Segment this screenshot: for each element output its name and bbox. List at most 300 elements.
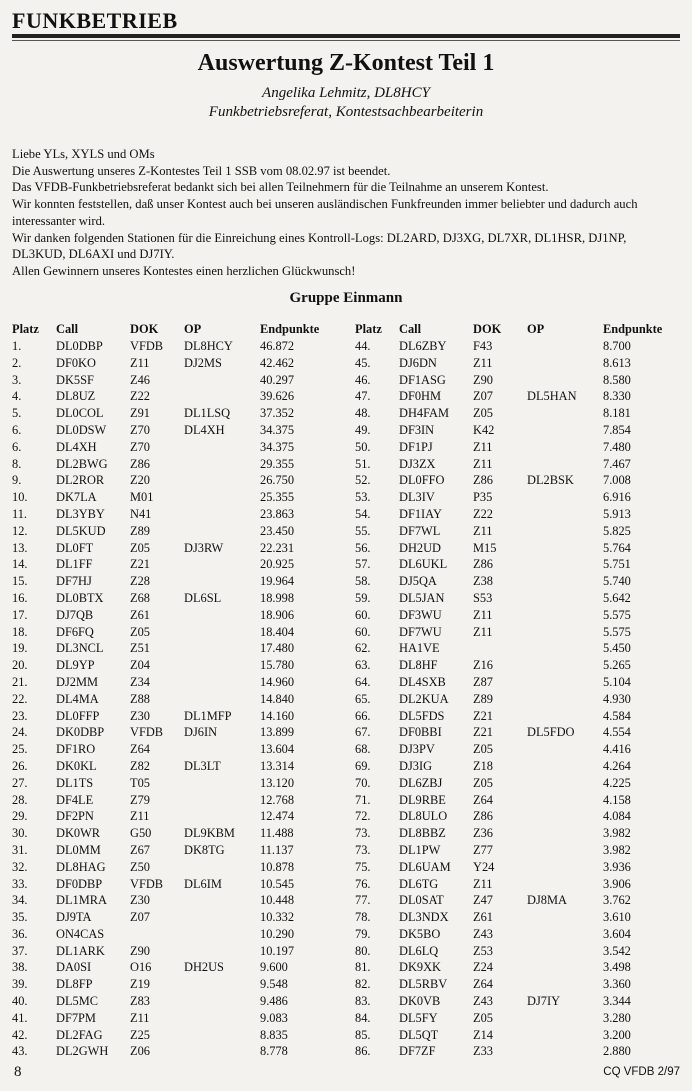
cell-endpunkte: 13.314 — [260, 758, 295, 773]
table-row — [355, 674, 665, 691]
cell-endpunkte: 23.450 — [260, 523, 295, 538]
cell-dok: Z05 — [473, 1010, 493, 1025]
cell-call: DF1PJ — [399, 439, 433, 454]
table-row — [12, 355, 322, 372]
cell-op — [527, 372, 603, 389]
table-header-row — [12, 320, 322, 338]
cell-endpunkte: 4.416 — [603, 742, 631, 757]
cell-op: DL9KBM — [184, 826, 235, 841]
cell-call: DL8UZ — [56, 389, 96, 404]
cell-call: DL2GWH — [56, 1044, 109, 1059]
table-row — [12, 1027, 322, 1044]
cell-call: DL6TG — [399, 876, 439, 891]
table-row — [355, 959, 665, 976]
cell-call: DJ5QA — [399, 574, 437, 589]
cell-platz: 46. — [355, 372, 371, 387]
cell-call: DL1ARK — [56, 943, 105, 958]
cell-endpunkte: 18.404 — [260, 624, 295, 639]
cell-op — [184, 674, 260, 691]
table-row — [355, 422, 665, 439]
intro-paragraph: Liebe YLs, XYLS und OMs — [12, 147, 155, 161]
cell-dok: Z34 — [130, 674, 150, 689]
section-title: FUNKBETRIEB — [12, 8, 178, 33]
table-row — [12, 523, 322, 540]
cell-call: HA1VE — [399, 641, 440, 656]
cell-platz: 11. — [12, 506, 28, 521]
cell-op — [184, 926, 260, 943]
cell-endpunkte: 23.863 — [260, 506, 295, 521]
table-row — [12, 1010, 322, 1027]
cell-endpunkte: 10.197 — [260, 943, 295, 958]
cell-dok: Z11 — [130, 355, 150, 370]
cell-endpunkte: 5.913 — [603, 506, 631, 521]
table-row — [355, 758, 665, 775]
cell-endpunkte: 5.764 — [603, 540, 631, 555]
cell-platz: 20. — [12, 658, 28, 673]
cell-platz: 37. — [12, 943, 28, 958]
cell-dok: Z86 — [473, 557, 493, 572]
cell-platz: 64. — [355, 674, 371, 689]
cell-call: DL9YP — [56, 658, 95, 673]
cell-op — [527, 338, 603, 355]
cell-dok: Z82 — [130, 758, 150, 773]
cell-platz: 14. — [12, 557, 28, 572]
cell-dok: Z53 — [473, 943, 493, 958]
cell-platz: 32. — [12, 859, 28, 874]
cell-endpunkte: 3.936 — [603, 859, 631, 874]
header-platz: Platz — [355, 322, 382, 336]
cell-endpunkte: 4.554 — [603, 725, 631, 740]
cell-endpunkte: 10.448 — [260, 893, 295, 908]
table-row — [355, 775, 665, 792]
cell-call: DF7HJ — [56, 574, 92, 589]
cell-endpunkte: 34.375 — [260, 439, 295, 454]
cell-platz: 67. — [355, 725, 371, 740]
cell-platz: 50. — [355, 439, 371, 454]
cell-endpunkte: 3.906 — [603, 876, 631, 891]
cell-op: DL2BSK — [527, 473, 574, 488]
cell-dok: O16 — [130, 960, 152, 975]
table-row — [355, 892, 665, 909]
cell-dok — [130, 926, 184, 943]
cell-platz: 4. — [12, 389, 22, 404]
cell-platz: 76. — [355, 876, 371, 891]
cell-platz: 5. — [12, 406, 22, 421]
cell-platz: 86. — [355, 1044, 371, 1059]
cell-platz: 80. — [355, 943, 371, 958]
results-table-right — [355, 320, 665, 1060]
cell-call: DK0VB — [399, 994, 441, 1009]
table-row — [355, 540, 665, 557]
cell-endpunkte: 8.778 — [260, 1044, 288, 1059]
table-row — [12, 405, 322, 422]
cell-dok: T05 — [130, 775, 150, 790]
cell-dok: Z89 — [130, 523, 150, 538]
cell-endpunkte: 3.498 — [603, 960, 631, 975]
cell-platz: 77. — [355, 893, 371, 908]
cell-platz: 16. — [12, 590, 28, 605]
cell-call: DF7PM — [56, 1010, 96, 1025]
cell-call: DF7ZF — [399, 1044, 436, 1059]
cell-op — [184, 909, 260, 926]
header-endpunkte: Endpunkte — [260, 322, 320, 336]
header-endpunkte: Endpunkte — [603, 322, 663, 336]
cell-platz: 55. — [355, 523, 371, 538]
cell-dok: Z79 — [130, 792, 150, 807]
cell-endpunkte: 13.899 — [260, 725, 295, 740]
cell-dok: Z07 — [473, 389, 493, 404]
table-row — [12, 926, 322, 943]
table-row — [12, 640, 322, 657]
cell-call: DL5KUD — [56, 523, 106, 538]
table-row — [12, 506, 322, 523]
cell-op — [527, 456, 603, 473]
cell-op — [184, 506, 260, 523]
cell-call: DL2KUA — [399, 691, 449, 706]
cell-dok: Z43 — [473, 926, 493, 941]
cell-dok: Z30 — [130, 893, 150, 908]
table-row — [355, 506, 665, 523]
table-row — [355, 859, 665, 876]
cell-platz: 43. — [12, 1044, 28, 1059]
cell-platz: 52. — [355, 473, 371, 488]
cell-endpunkte: 4.584 — [603, 708, 631, 723]
cell-dok: Z30 — [130, 708, 150, 723]
table-row — [355, 825, 665, 842]
cell-op — [527, 1010, 603, 1027]
cell-platz: 44. — [355, 339, 371, 353]
cell-platz: 23. — [12, 708, 28, 723]
cell-dok: Z70 — [130, 422, 150, 437]
cell-call: DJ9TA — [56, 910, 92, 925]
cell-platz: 41. — [12, 1010, 28, 1025]
table-row — [12, 372, 322, 389]
cell-dok: Z61 — [473, 910, 493, 925]
article-byline — [0, 84, 692, 122]
cell-op — [527, 876, 603, 893]
cell-op — [527, 439, 603, 456]
cell-endpunkte: 5.825 — [603, 523, 631, 538]
cell-endpunkte: 3.542 — [603, 943, 631, 958]
cell-dok: Z38 — [473, 574, 493, 589]
cell-call: DF3WU — [399, 607, 442, 622]
cell-call: DK5SF — [56, 372, 94, 387]
cell-dok: Z11 — [473, 624, 493, 639]
cell-endpunkte: 8.181 — [603, 406, 631, 421]
cell-op: DJ6IN — [184, 725, 218, 740]
cell-call: DK9XK — [399, 960, 441, 975]
cell-op — [184, 372, 260, 389]
table-row — [355, 1043, 665, 1060]
cell-platz: 31. — [12, 842, 28, 857]
cell-endpunkte: 14.160 — [260, 708, 295, 723]
cell-endpunkte: 9.486 — [260, 994, 288, 1009]
cell-op — [527, 657, 603, 674]
cell-endpunkte: 5.642 — [603, 590, 631, 605]
cell-endpunkte: 13.604 — [260, 742, 295, 757]
cell-dok: Z11 — [473, 355, 493, 370]
cell-platz: 30. — [12, 826, 28, 841]
cell-op: DJ3RW — [184, 540, 224, 555]
cell-call: DJ7QB — [56, 607, 94, 622]
cell-platz: 71. — [355, 792, 371, 807]
cell-op — [527, 1027, 603, 1044]
cell-call: DF0BBI — [399, 725, 442, 740]
cell-endpunkte: 5.265 — [603, 658, 631, 673]
cell-platz: 6. — [12, 439, 22, 454]
cell-platz: 12. — [12, 523, 28, 538]
cell-op — [184, 792, 260, 809]
group-title: Gruppe Einmann — [289, 290, 403, 306]
cell-op — [184, 775, 260, 792]
table-row — [355, 708, 665, 725]
cell-op — [184, 472, 260, 489]
table-row — [12, 775, 322, 792]
cell-endpunkte: 12.474 — [260, 809, 295, 824]
cell-endpunkte: 25.355 — [260, 490, 295, 505]
cell-platz: 25. — [12, 742, 28, 757]
cell-op — [184, 993, 260, 1010]
author-name: Angelika Lehmitz, DL8HCY — [262, 85, 430, 101]
cell-call: DK0WR — [56, 826, 101, 841]
cell-call: DL3YBY — [56, 506, 105, 521]
cell-op — [527, 624, 603, 641]
cell-dok: Z14 — [473, 1027, 493, 1042]
cell-dok: Z11 — [130, 809, 150, 824]
table-row — [12, 943, 322, 960]
cell-op: DL3LT — [184, 758, 221, 773]
cell-dok: Z18 — [473, 758, 493, 773]
cell-platz: 73. — [355, 826, 371, 841]
table-row — [355, 1010, 665, 1027]
cell-op — [184, 607, 260, 624]
cell-call: DF0HM — [399, 389, 441, 404]
table-row — [355, 338, 665, 355]
table-row — [355, 355, 665, 372]
table-row — [12, 876, 322, 893]
cell-call: DF4LE — [56, 792, 94, 807]
cell-dok: Z22 — [130, 389, 150, 404]
cell-endpunkte: 46.872 — [260, 339, 295, 353]
table-row — [12, 338, 322, 355]
cell-dok: G50 — [130, 826, 152, 841]
cell-call: DL6UAM — [399, 859, 451, 874]
cell-op — [184, 892, 260, 909]
cell-call: DL1FF — [56, 557, 93, 572]
cell-platz: 47. — [355, 389, 371, 404]
cell-platz: 40. — [12, 994, 28, 1009]
cell-platz: 21. — [12, 674, 28, 689]
cell-op — [184, 741, 260, 758]
cell-dok: Z21 — [130, 557, 150, 572]
table-row — [12, 674, 322, 691]
cell-endpunkte: 8.835 — [260, 1027, 288, 1042]
table-row — [355, 523, 665, 540]
cell-endpunkte: 4.084 — [603, 809, 631, 824]
table-row — [355, 691, 665, 708]
cell-call: ON4CAS — [56, 926, 105, 941]
cell-dok: Z33 — [473, 1044, 493, 1059]
cell-op: DL5HAN — [527, 389, 577, 404]
cell-op — [184, 1027, 260, 1044]
cell-endpunkte: 9.083 — [260, 1010, 288, 1025]
cell-call: DK0DBP — [56, 725, 105, 740]
table-row — [12, 859, 322, 876]
cell-call: DF1IAY — [399, 506, 442, 521]
cell-endpunkte: 7.467 — [603, 456, 631, 471]
cell-endpunkte: 19.964 — [260, 574, 295, 589]
cell-endpunkte: 13.120 — [260, 775, 295, 790]
cell-call: DF7WL — [399, 523, 441, 538]
header-rule-thin — [12, 40, 680, 41]
cell-op — [527, 842, 603, 859]
table-row — [355, 657, 665, 674]
cell-call: DL0FFP — [56, 708, 100, 723]
cell-call: DF1RO — [56, 742, 96, 757]
cell-endpunkte: 3.982 — [603, 826, 631, 841]
cell-call: DL1MRA — [56, 893, 107, 908]
table-row — [12, 573, 322, 590]
cell-platz: 42. — [12, 1027, 28, 1042]
table-row — [12, 724, 322, 741]
cell-call: DL4XH — [56, 439, 97, 454]
footer-reference: CQ VFDB 2/97 — [603, 1066, 680, 1078]
cell-op — [184, 976, 260, 993]
cell-dok: Z77 — [473, 842, 493, 857]
cell-call: DL0SAT — [399, 893, 444, 908]
cell-platz: 59. — [355, 590, 371, 605]
cell-platz: 60. — [355, 607, 371, 622]
cell-dok: M15 — [473, 540, 497, 555]
table-row — [355, 388, 665, 405]
cell-dok: Z89 — [473, 691, 493, 706]
cell-dok: Z21 — [473, 725, 493, 740]
cell-dok: Z64 — [130, 742, 150, 757]
cell-op — [184, 640, 260, 657]
table-row — [12, 1043, 322, 1060]
table-row — [355, 556, 665, 573]
cell-op — [184, 808, 260, 825]
table-row — [12, 708, 322, 725]
cell-op — [527, 976, 603, 993]
table-row — [12, 422, 322, 439]
cell-dok: Z05 — [473, 742, 493, 757]
cell-endpunkte: 12.768 — [260, 792, 295, 807]
cell-call: DJ6DN — [399, 355, 437, 370]
cell-dok: Z47 — [473, 893, 493, 908]
cell-endpunkte: 40.297 — [260, 372, 295, 387]
cell-op — [527, 825, 603, 842]
cell-call: DL3IV — [399, 490, 435, 505]
table-row — [12, 792, 322, 809]
cell-call: DK7LA — [56, 490, 97, 505]
cell-endpunkte: 6.916 — [603, 490, 631, 505]
table-row — [12, 489, 322, 506]
cell-dok: K42 — [473, 422, 495, 437]
table-row — [355, 792, 665, 809]
cell-platz: 63. — [355, 658, 371, 673]
table-row — [355, 405, 665, 422]
cell-dok: Z24 — [473, 960, 493, 975]
cell-platz: 72. — [355, 809, 371, 824]
cell-platz: 8. — [12, 456, 22, 471]
cell-call: DL5FDS — [399, 708, 445, 723]
cell-endpunkte: 2.880 — [603, 1044, 631, 1059]
cell-op: DL5FDO — [527, 725, 575, 740]
table-row — [355, 640, 665, 657]
cell-dok: Z11 — [473, 876, 493, 891]
cell-op — [527, 607, 603, 624]
cell-dok: Z90 — [473, 372, 493, 387]
author-role: Funkbetriebsreferat, Kontestsachbearbeiterin — [208, 104, 484, 120]
cell-endpunkte: 14.960 — [260, 674, 295, 689]
cell-call: DL9RBE — [399, 792, 446, 807]
cell-op — [527, 859, 603, 876]
cell-dok: Z07 — [130, 910, 150, 925]
cell-platz: 19. — [12, 641, 28, 656]
cell-dok: Z83 — [130, 994, 150, 1009]
cell-call: DL8FP — [56, 977, 93, 992]
cell-op — [184, 691, 260, 708]
table-row — [12, 388, 322, 405]
cell-platz: 36. — [12, 926, 28, 941]
cell-op — [527, 590, 603, 607]
cell-dok: Z21 — [473, 708, 493, 723]
cell-platz: 28. — [12, 792, 28, 807]
cell-dok: N41 — [130, 506, 152, 521]
cell-endpunkte: 8.580 — [603, 372, 631, 387]
cell-call: DL0FFO — [399, 473, 445, 488]
cell-endpunkte: 5.751 — [603, 557, 631, 572]
cell-endpunkte: 8.330 — [603, 389, 631, 404]
cell-endpunkte: 42.462 — [260, 355, 295, 370]
cell-endpunkte: 9.548 — [260, 977, 288, 992]
cell-call: DL6LQ — [399, 943, 439, 958]
cell-call: DL4SXB — [399, 674, 446, 689]
cell-endpunkte: 20.925 — [260, 557, 295, 572]
header-call: Call — [56, 322, 79, 336]
cell-op — [527, 405, 603, 422]
cell-platz: 53. — [355, 490, 371, 505]
cell-op: DJ2MS — [184, 355, 222, 370]
cell-dok: Z11 — [473, 456, 493, 471]
cell-endpunkte: 3.344 — [603, 994, 631, 1009]
table-row — [12, 439, 322, 456]
table-row — [12, 456, 322, 473]
cell-op: DL8HCY — [184, 339, 233, 353]
cell-call: DF7WU — [399, 624, 442, 639]
table-row — [355, 573, 665, 590]
intro-paragraph: Allen Gewinnern unseres Kontestes einen herzlichen Glückwunsch! — [12, 263, 356, 278]
cell-op — [527, 808, 603, 825]
cell-dok: Z05 — [130, 540, 150, 555]
cell-call: DL0DSW — [56, 422, 107, 437]
cell-op — [527, 691, 603, 708]
cell-call: DL0BTX — [56, 590, 104, 605]
cell-dok: VFDB — [130, 339, 164, 353]
cell-platz: 39. — [12, 977, 28, 992]
header-dok: DOK — [130, 322, 159, 336]
table-row — [355, 439, 665, 456]
cell-platz: 27. — [12, 775, 28, 790]
table-row — [12, 624, 322, 641]
cell-platz: 34. — [12, 893, 28, 908]
cell-dok: Z86 — [473, 473, 493, 488]
cell-endpunkte: 34.375 — [260, 422, 295, 437]
cell-op — [184, 1010, 260, 1027]
cell-platz: 84. — [355, 1010, 371, 1025]
table-row — [12, 842, 322, 859]
